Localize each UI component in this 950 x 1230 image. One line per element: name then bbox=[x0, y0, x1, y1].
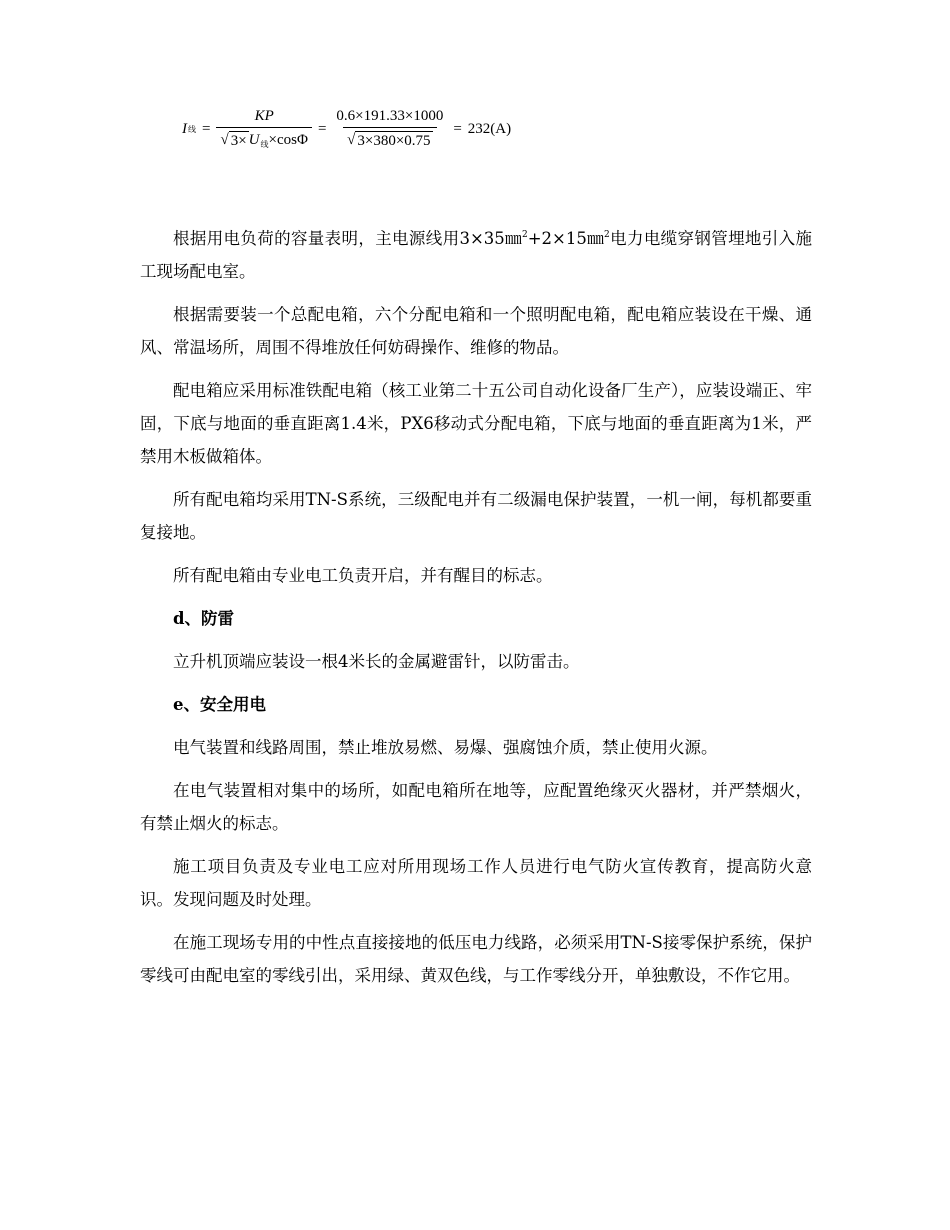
formula-lhs: I bbox=[182, 120, 187, 137]
sqrt-sign-icon: √ bbox=[220, 132, 229, 148]
formula-cos-term: ×cosΦ bbox=[268, 132, 308, 148]
paragraph-distribution-boxes: 根据需要装一个总配电箱，六个分配电箱和一个照明配电箱，配电箱应装设在干燥、通风、常温场所，周围不得堆放任何妨碍操作、维修的物品。 bbox=[140, 305, 812, 357]
paragraph-text: +2×15㎜ bbox=[527, 229, 605, 248]
formula-lhs-sub: 线 bbox=[188, 124, 196, 134]
formula-sqrt-2 bbox=[347, 131, 432, 150]
sqrt-sign-icon: √ bbox=[347, 132, 356, 148]
paragraph-fire-equipment: 在电气装置相对集中的场所，如配电箱所在地等，应配置绝缘灭火器材，并严禁烟火，有禁止烟火的标志。 bbox=[140, 781, 812, 833]
formula-voltage-sub: 线 bbox=[260, 140, 269, 149]
paragraph-main-power-line bbox=[140, 222, 812, 288]
heading-lightning-protection: d、防雷 bbox=[173, 609, 235, 628]
paragraph-tn-s-protection: 在施工现场专用的中性点直接接地的低压电力线路，必须采用TN-S接零保护系统，保护零线可由配电室的零线引出，采用绿、黄双色线，与工作零线分开，单独敷设，不作它用。 bbox=[140, 933, 812, 985]
current-formula bbox=[182, 108, 511, 150]
superscript: 2 bbox=[604, 230, 610, 240]
paragraph-text: 根据用电负荷的容量表明，主电源线用3×35㎜ bbox=[173, 229, 522, 248]
paragraph-tn-s-system: 所有配电箱均采用TN-S系统，三级配电并有二级漏电保护装置，一机一闸，每机都要重复接地。 bbox=[140, 490, 812, 542]
formula-numerator-2: 0.6×191.33×1000 bbox=[336, 108, 444, 124]
paragraph-no-flammables: 电气装置和线路周围，禁止堆放易燃、易爆、强腐蚀介质，禁止使用火源。 bbox=[173, 738, 718, 757]
formula-numerator-1: KP bbox=[254, 108, 274, 124]
formula-sqrt-1 bbox=[220, 131, 248, 150]
paragraph-text: 电力电缆穿钢管埋地引入施工现场配电室。 bbox=[140, 229, 812, 281]
paragraph-fire-education: 施工项目负责及专业电工应对所用现场工作人员进行电气防火宣传教育，提高防火意识。发现问题及时处理。 bbox=[140, 857, 812, 909]
formula-denominator-2 bbox=[343, 127, 436, 150]
paragraph-box-installation: 配电箱应采用标准铁配电箱（核工业第二十五公司自动化设备厂生产），应装设端正、牢固，下底与地面的垂直距离1.4米，PX6移动式分配电箱，下底与地面的垂直距离为1米，严禁用木板做箱体。 bbox=[140, 381, 812, 466]
formula-fraction-1 bbox=[216, 108, 311, 150]
document-body bbox=[140, 222, 812, 1002]
superscript: 2 bbox=[521, 230, 528, 240]
formula-sqrt-2-body: 3×380×0.75 bbox=[357, 133, 431, 149]
formula-result: 232(A) bbox=[467, 120, 512, 137]
formula-eq2: = bbox=[317, 120, 327, 137]
formula-fraction-2 bbox=[332, 108, 447, 150]
formula-eq3: = bbox=[453, 120, 462, 137]
formula-denominator-1 bbox=[216, 127, 311, 150]
formula-eq1: = bbox=[202, 120, 211, 137]
heading-electrical-safety: e、安全用电 bbox=[173, 695, 266, 714]
formula-sqrt-1-body: 3× bbox=[230, 133, 247, 149]
formula-voltage-var: U bbox=[248, 132, 260, 148]
paragraph-lightning-rod: 立升机顶端应装设一根4米长的金属避雷针，以防雷击。 bbox=[173, 652, 580, 671]
paragraph-box-operation: 所有配电箱由专业电工负责开启，并有醒目的标志。 bbox=[173, 566, 553, 585]
